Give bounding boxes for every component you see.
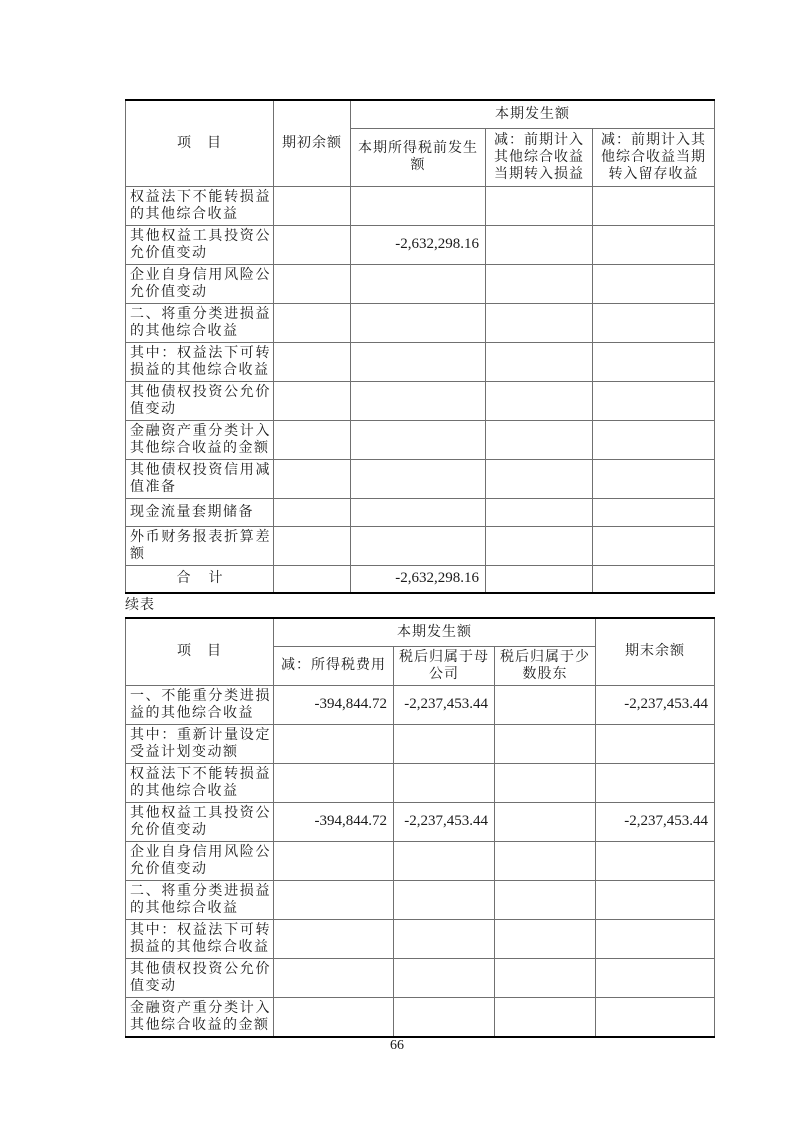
table-row xyxy=(126,997,715,1037)
cell-value xyxy=(486,186,593,225)
cell-value xyxy=(274,880,394,919)
cell-value xyxy=(486,225,593,264)
table-row xyxy=(126,342,715,381)
col-header-pretax-amount: 本期所得税前发生额 xyxy=(351,128,486,186)
cell-value xyxy=(351,498,486,526)
continued-table-label: 续表 xyxy=(125,598,155,613)
cell-value xyxy=(596,880,715,919)
table-row xyxy=(126,841,715,880)
table-row xyxy=(126,958,715,997)
cell-value xyxy=(394,841,495,880)
cell-value: -2,632,298.16 xyxy=(351,565,486,593)
cell-value: -394,844.72 xyxy=(274,685,394,724)
table-row xyxy=(126,763,715,802)
cell-value xyxy=(274,498,351,526)
row-label: 企业自身信用风险公允价值变动 xyxy=(126,841,274,880)
table-header-row xyxy=(126,618,715,646)
cell-value: -2,237,453.44 xyxy=(596,685,715,724)
oci-table-continued xyxy=(125,617,715,1038)
cell-value xyxy=(274,763,394,802)
cell-value: -2,632,298.16 xyxy=(351,225,486,264)
table-row xyxy=(126,565,715,593)
cell-value xyxy=(274,526,351,565)
cell-value xyxy=(274,225,351,264)
table-header-row xyxy=(126,100,715,128)
row-label: 其他债权投资公允价值变动 xyxy=(126,958,274,997)
cell-value xyxy=(486,381,593,420)
col-header-beginning-balance: 期初余额 xyxy=(274,100,351,186)
row-label: 权益法下不能转损益的其他综合收益 xyxy=(126,186,274,225)
row-label: 其他债权投资信用减值准备 xyxy=(126,459,274,498)
cell-value: -2,237,453.44 xyxy=(596,802,715,841)
table2-header xyxy=(126,618,715,685)
row-label: 现金流量套期储备 xyxy=(126,498,274,526)
row-label: 企业自身信用风险公允价值变动 xyxy=(126,264,274,303)
cell-value xyxy=(394,919,495,958)
row-label: 一、不能重分类进损益的其他综合收益 xyxy=(126,685,274,724)
cell-value xyxy=(274,565,351,593)
cell-value xyxy=(351,342,486,381)
col-header-ending-balance: 期末余额 xyxy=(596,618,715,685)
table2-body xyxy=(126,685,715,1037)
cell-value xyxy=(394,997,495,1037)
row-label: 其中：权益法下可转损益的其他综合收益 xyxy=(126,919,274,958)
cell-value xyxy=(593,498,715,526)
cell-value xyxy=(274,724,394,763)
cell-value xyxy=(596,919,715,958)
cell-value xyxy=(596,724,715,763)
cell-value xyxy=(351,381,486,420)
row-label: 二、将重分类进损益的其他综合收益 xyxy=(126,880,274,919)
cell-value xyxy=(351,459,486,498)
cell-value xyxy=(351,420,486,459)
table-row xyxy=(126,724,715,763)
col-header-current-period-group: 本期发生额 xyxy=(274,618,596,646)
cell-value xyxy=(274,342,351,381)
cell-value xyxy=(593,420,715,459)
cell-value xyxy=(274,958,394,997)
cell-value: -2,237,453.44 xyxy=(394,802,495,841)
cell-value xyxy=(274,264,351,303)
table-row xyxy=(126,802,715,841)
cell-value xyxy=(593,186,715,225)
col-header-less-income-tax-expense: 减：所得税费用 xyxy=(274,646,394,685)
col-header-less-transfer-to-profit-loss: 减：前期计入其他综合收益当期转入损益 xyxy=(486,128,593,186)
cell-value xyxy=(274,381,351,420)
cell-value xyxy=(495,685,596,724)
page-number: 66 xyxy=(390,1038,404,1053)
cell-value xyxy=(274,919,394,958)
row-label: 金融资产重分类计入其他综合收益的金额 xyxy=(126,997,274,1037)
total-row-label: 合 计 xyxy=(126,565,274,593)
row-label: 其中：权益法下可转损益的其他综合收益 xyxy=(126,342,274,381)
cell-value xyxy=(593,303,715,342)
cell-value xyxy=(495,724,596,763)
cell-value xyxy=(593,264,715,303)
table-row xyxy=(126,225,715,264)
table-row xyxy=(126,526,715,565)
cell-value xyxy=(486,420,593,459)
cell-value xyxy=(593,459,715,498)
row-label: 其中：重新计量设定受益计划变动额 xyxy=(126,724,274,763)
cell-value xyxy=(495,763,596,802)
cell-value xyxy=(486,264,593,303)
table-row xyxy=(126,420,715,459)
table-row xyxy=(126,303,715,342)
row-label: 金融资产重分类计入其他综合收益的金额 xyxy=(126,420,274,459)
cell-value xyxy=(486,565,593,593)
cell-value xyxy=(274,420,351,459)
row-label: 其他权益工具投资公允价值变动 xyxy=(126,225,274,264)
cell-value xyxy=(351,186,486,225)
cell-value xyxy=(351,264,486,303)
cell-value xyxy=(593,225,715,264)
cell-value xyxy=(593,526,715,565)
page-content xyxy=(125,99,714,1038)
col-header-less-transfer-to-retained-earnings: 减：前期计入其他综合收益当期转入留存收益 xyxy=(593,128,715,186)
col-header-item: 项 目 xyxy=(126,100,274,186)
table1-header xyxy=(126,100,715,186)
cell-value xyxy=(351,526,486,565)
cell-value xyxy=(596,958,715,997)
cell-value xyxy=(495,802,596,841)
cell-value xyxy=(596,763,715,802)
oci-table-current-period xyxy=(125,99,715,594)
cell-value: -2,237,453.44 xyxy=(394,685,495,724)
cell-value xyxy=(274,841,394,880)
cell-value xyxy=(274,303,351,342)
cell-value xyxy=(394,724,495,763)
table-row xyxy=(126,880,715,919)
cell-value xyxy=(351,303,486,342)
cell-value xyxy=(495,958,596,997)
cell-value xyxy=(394,880,495,919)
col-header-item: 项 目 xyxy=(126,618,274,685)
table-row xyxy=(126,498,715,526)
cell-value xyxy=(593,381,715,420)
table-row xyxy=(126,264,715,303)
col-header-aftertax-minority-shareholders: 税后归属于少数股东 xyxy=(495,646,596,685)
cell-value xyxy=(495,880,596,919)
cell-value xyxy=(486,342,593,381)
row-label: 二、将重分类进损益的其他综合收益 xyxy=(126,303,274,342)
cell-value xyxy=(596,997,715,1037)
row-label: 其他权益工具投资公允价值变动 xyxy=(126,802,274,841)
cell-value xyxy=(394,763,495,802)
table-row xyxy=(126,381,715,420)
cell-value xyxy=(274,997,394,1037)
cell-value xyxy=(596,841,715,880)
table-row xyxy=(126,919,715,958)
cell-value xyxy=(495,841,596,880)
cell-value xyxy=(593,565,715,593)
row-label: 外币财务报表折算差额 xyxy=(126,526,274,565)
cell-value xyxy=(486,303,593,342)
col-header-current-period-group: 本期发生额 xyxy=(351,100,715,128)
table-row xyxy=(126,186,715,225)
table-row xyxy=(126,685,715,724)
cell-value xyxy=(274,459,351,498)
row-label: 其他债权投资公允价值变动 xyxy=(126,381,274,420)
row-label: 权益法下不能转损益的其他综合收益 xyxy=(126,763,274,802)
cell-value xyxy=(495,919,596,958)
cell-value xyxy=(274,186,351,225)
table1-body xyxy=(126,186,715,593)
col-header-aftertax-parent-company: 税后归属于母公司 xyxy=(394,646,495,685)
cell-value: -394,844.72 xyxy=(274,802,394,841)
cell-value xyxy=(495,997,596,1037)
cell-value xyxy=(486,459,593,498)
table-row xyxy=(126,459,715,498)
cell-value xyxy=(394,958,495,997)
cell-value xyxy=(593,342,715,381)
cell-value xyxy=(486,526,593,565)
cell-value xyxy=(486,498,593,526)
